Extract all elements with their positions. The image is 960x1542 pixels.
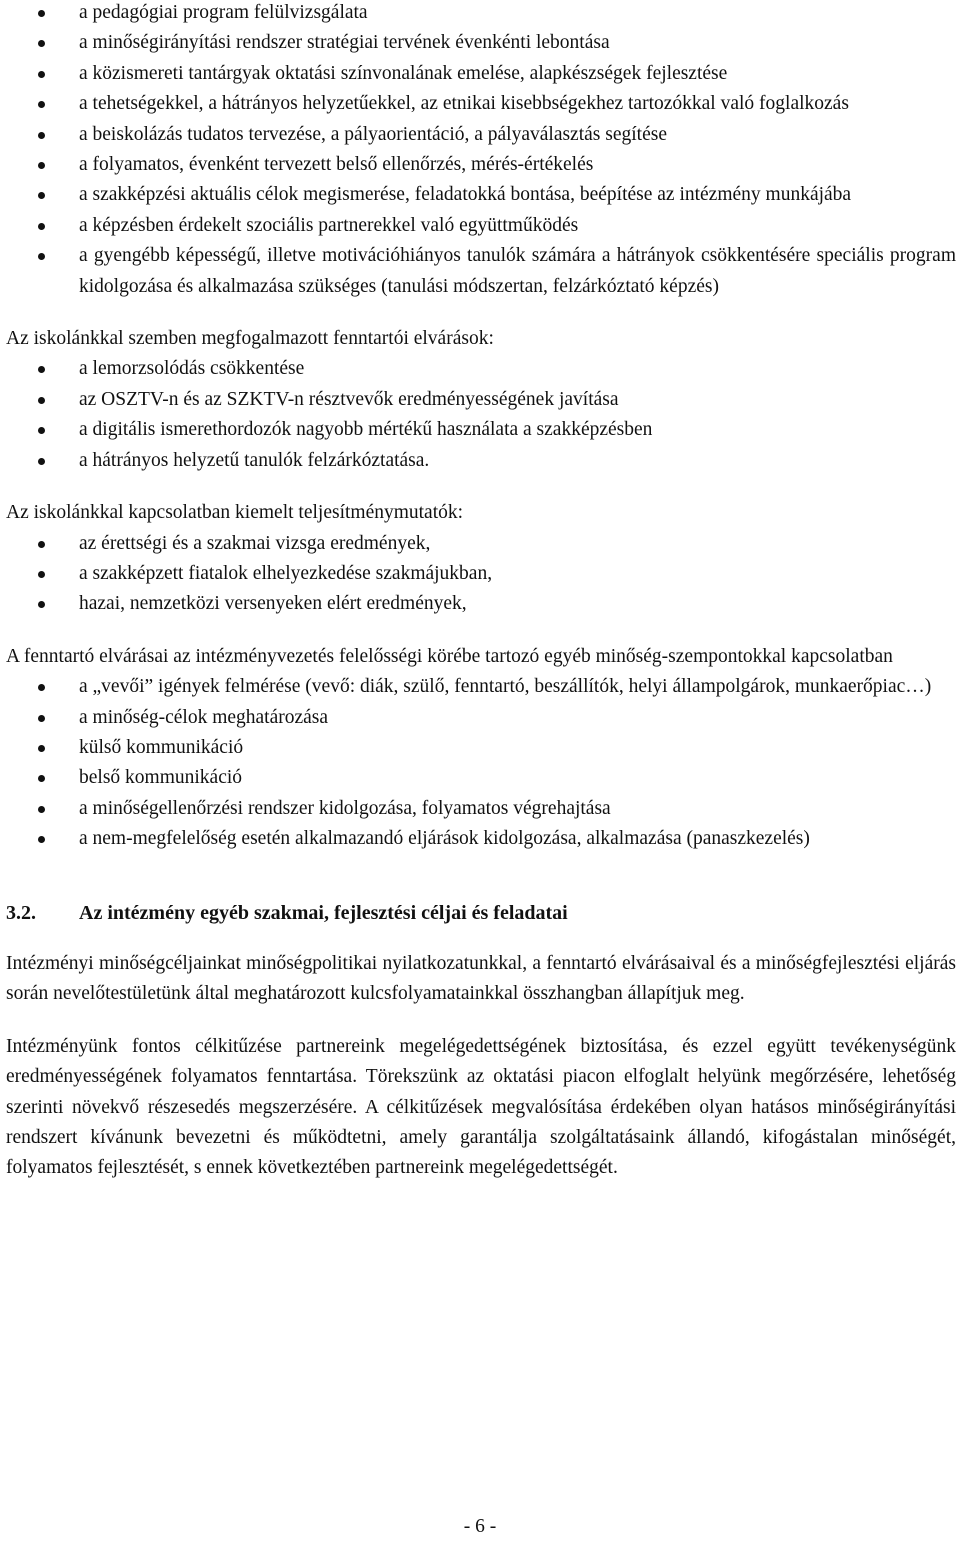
bullet-icon bbox=[38, 397, 45, 404]
list-item: a tehetségekkel, a hátrányos helyzetűekkel, az etnikai kisebbségekhez tartozókkal való foglalkozás bbox=[6, 89, 956, 119]
bullet-icon bbox=[38, 836, 45, 843]
list-item: a pedagógiai program felülvizsgálata bbox=[6, 0, 956, 28]
list-item: a képzésben érdekelt szociális partnerekkel való együttműködés bbox=[6, 211, 956, 241]
bullet-icon bbox=[38, 571, 45, 578]
minoseg-szempontok-intro: A fenntartó elvárásai az intézményvezetés felelősségi körébe tartozó egyéb minőség-szempontokkal kapcsolatban bbox=[6, 645, 893, 667]
list-item: a nem-megfelelőség esetén alkalmazandó eljárások kidolgozása, alkalmazása (panaszkezelés) bbox=[6, 824, 956, 854]
fenntartoi-elvarasok-intro: Az iskolánkkal szemben megfogalmazott fenntartói elvárások: bbox=[6, 328, 494, 350]
bullet-icon bbox=[38, 715, 45, 722]
bullet-icon bbox=[38, 427, 45, 434]
goals-list bbox=[6, 0, 956, 302]
bullet-icon bbox=[38, 458, 45, 465]
section-number: 3.2. bbox=[6, 901, 36, 924]
section-title: Az intézmény egyéb szakmai, fejlesztési céljai és feladatai bbox=[79, 901, 568, 924]
list-item: külső kommunikáció bbox=[6, 733, 956, 763]
paragraph: Intézményünk fontos célkitűzése partnereink megelégedettségének biztosítása, és ezzel együtt tevékenységünk eredményességének folyamatos fenntartása. Törekszünk az oktatási piacon elfoglalt helyünk megőrzésére, lehetőség szerinti növekvő részesedés megszerzésére. A célkitűzések megvalósítása érdekében olyan hatásos minőségirányítási rendszert kívánunk bevezetni és működtetni, amely garantálja szolgáltatásaink állandó, kifogástalan minőségét, folyamatos fejlesztését, s ennek következtében partnereink megelégedettségét. bbox=[6, 1035, 956, 1179]
list-item: a minőségirányítási rendszer stratégiai tervének évenkénti lebontása bbox=[6, 28, 956, 58]
bullet-icon bbox=[38, 162, 45, 169]
list-item: a minőség-célok meghatározása bbox=[6, 703, 956, 733]
minoseg-szempontok-list bbox=[6, 672, 956, 854]
list-item: a folyamatos, évenként tervezett belső ellenőrzés, mérés-értékelés bbox=[6, 150, 956, 180]
list-item: a digitális ismerethordozók nagyobb mértékű használata a szakképzésben bbox=[6, 415, 956, 445]
list-item: a gyengébb képességű, illetve motivációhiányos tanulók számára a hátrányok csökkentésére speciális program kidolgozása és alkalmazása szükséges (tanulási módszertan, felzárkóztató képzés) bbox=[6, 241, 956, 302]
list-item: az érettségi és a szakmai vizsga eredmények, bbox=[6, 529, 956, 559]
paragraph: Intézményi minőségcéljainkat minőségpolitikai nyilatkozatunkkal, a fenntartó elvárásaival és a minőségfejlesztési eljárás során nevelőtestületünk által meghatározott kulcsfolyamatainkkal összhangban állapítjuk meg. bbox=[6, 952, 956, 1005]
fenntartoi-elvarasok-list bbox=[6, 354, 956, 476]
section-heading bbox=[6, 898, 956, 928]
bullet-icon bbox=[38, 71, 45, 78]
bullet-icon bbox=[38, 806, 45, 813]
bullet-icon bbox=[38, 541, 45, 548]
bullet-icon bbox=[38, 10, 45, 17]
teljesitmenymutatok-list bbox=[6, 529, 956, 620]
list-item: a „vevői” igények felmérése (vevő: diák, szülő, fenntartó, beszállítók, helyi állampolgárok, munkaerőpiac…) bbox=[6, 672, 956, 702]
list-item: a közismereti tantárgyak oktatási színvonalának emelése, alapkészségek fejlesztése bbox=[6, 59, 956, 89]
bullet-icon bbox=[38, 192, 45, 199]
bullet-icon bbox=[38, 253, 45, 260]
bullet-icon bbox=[38, 223, 45, 230]
list-item: az OSZTV-n és az SZKTV-n résztvevők eredményességének javítása bbox=[6, 385, 956, 415]
bullet-icon bbox=[38, 601, 45, 608]
teljesitmenymutatok-intro: Az iskolánkkal kapcsolatban kiemelt teljesítménymutatók: bbox=[6, 502, 464, 524]
bullet-icon bbox=[38, 745, 45, 752]
page-number: - 6 - bbox=[463, 1516, 497, 1537]
list-item: a minőségellenőrzési rendszer kidolgozása, folyamatos végrehajtása bbox=[6, 794, 956, 824]
list-item: hazai, nemzetközi versenyeken elért eredmények, bbox=[6, 589, 956, 619]
list-item: a szakképzési aktuális célok megismerése, feladatokká bontása, beépítése az intézmény munkájába bbox=[6, 180, 956, 210]
list-item: a szakképzett fiatalok elhelyezkedése szakmájukban, bbox=[6, 559, 956, 589]
list-item: a beiskolázás tudatos tervezése, a pályaorientáció, a pályaválasztás segítése bbox=[6, 120, 956, 150]
bullet-icon bbox=[38, 101, 45, 108]
bullet-icon bbox=[38, 40, 45, 47]
list-item: belső kommunikáció bbox=[6, 763, 956, 793]
bullet-icon bbox=[38, 366, 45, 373]
document-page bbox=[6, 0, 956, 1184]
bullet-icon bbox=[38, 775, 45, 782]
bullet-icon bbox=[38, 132, 45, 139]
list-item: a hátrányos helyzetű tanulók felzárkóztatása. bbox=[6, 446, 956, 476]
bullet-icon bbox=[38, 684, 45, 691]
list-item: a lemorzsolódás csökkentése bbox=[6, 354, 956, 384]
